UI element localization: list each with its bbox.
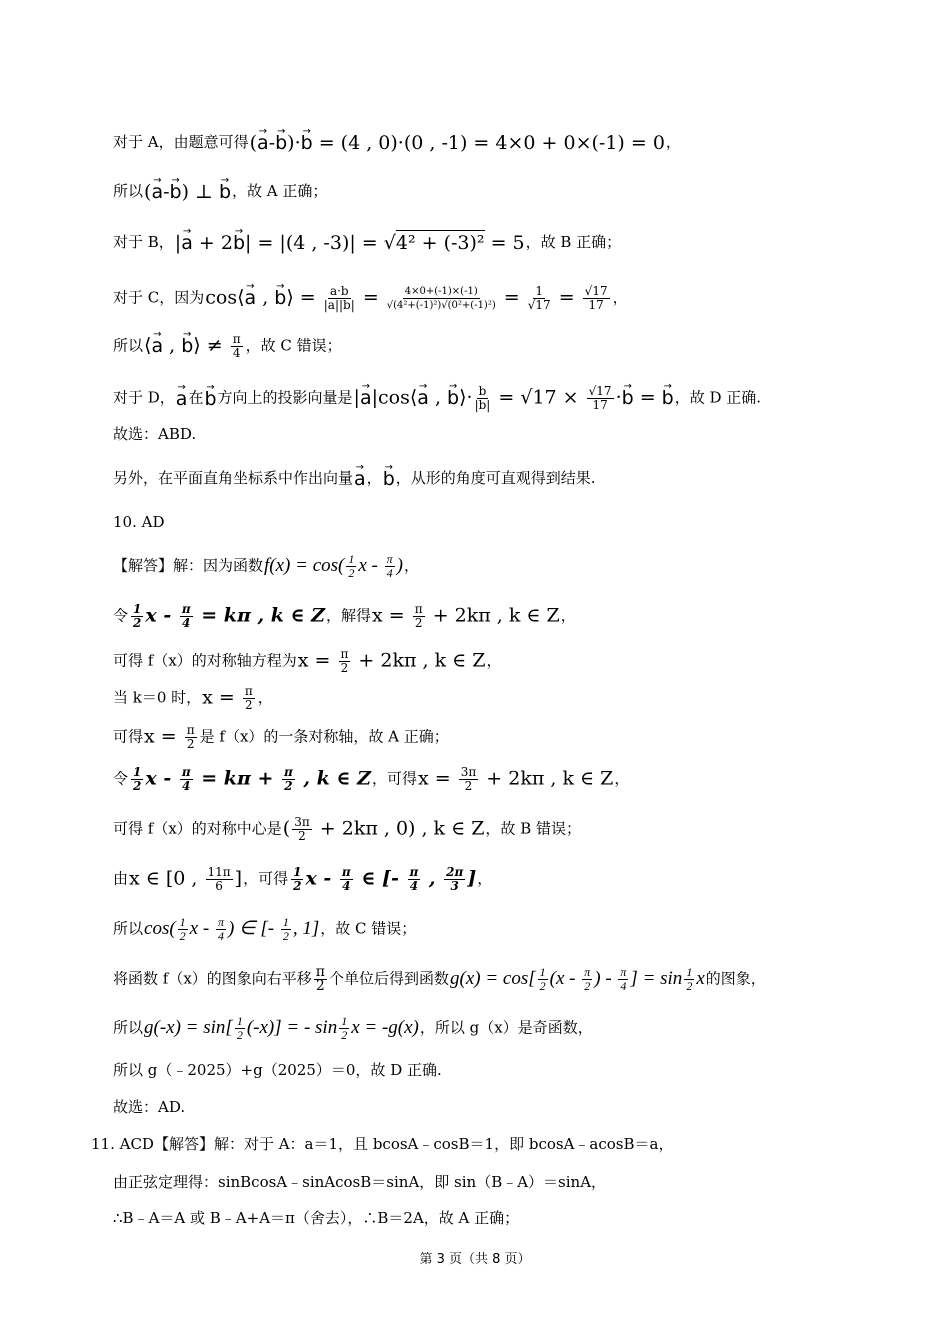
solution-line: 故选：AD.: [113, 1098, 186, 1116]
math-formula: |→ a + 2→ b| = |(4 , -3)| = √4² + (-3)² = 5: [175, 233, 525, 253]
solution-line: 另外，在平面直角坐标系中作出向量→ a，→ b，从形的角度可直观得到结果.: [113, 468, 596, 489]
solution-line: 对于 C，因为cos⟨→ a , → b⟩ = $\frac{a\cdot b}{|a||b|}$ = $\frac{4\times 0+(-1)\times(-1)}{\text{√(4²+(-1)²)√(0²+(-1)²)}}$ = $\frac{1}{√17}$ = $\frac{√17}{17}$ ，: [113, 285, 628, 312]
text: ，: [665, 133, 681, 151]
math-formula: ⟨→ a , → b⟩ ≠ $\frac{\pi}{4}$: [144, 333, 245, 360]
solution-line: 所以(→ a-→ b) ⊥ → b，故 A 正确；: [113, 181, 327, 202]
solution-line: 由正弦定理得：sinBcosA﹣sinAcosB＝sinA，即 sin（B﹣A）＝sinA，: [113, 1173, 607, 1191]
solution-line: 【解答】解：因为函数f(x) = cos( $\frac{1}{2}$ x - $\frac{\pi}{4}$ )，: [113, 552, 419, 580]
solution-line: 当 k＝0 时，x = $\frac{\pi}{2}$ ，: [113, 684, 273, 712]
solution-line: 由x ∈ [0 , $\frac{11\pi}{6}$ ]，可得 $\frac{1}{2}$ x - $\frac{\pi}{4}$ ∈ [- $\frac{\pi}{4}$ , $\frac{2\pi}{3}$ ]，: [113, 865, 493, 893]
math-formula: x = $\frac{\pi}{2}$ + 2kπ , k ∈ Z: [297, 647, 486, 675]
solution-line: 对于 B，|→ a + 2→ b| = |(4 , -3)| = √4² + (-3)² = 5，故 B 正确；: [113, 232, 621, 253]
solution-line: 所以⟨→ a , → b⟩ ≠ $\frac{\pi}{4}$ ，故 C 错误；: [113, 333, 342, 360]
math-formula: cos( $\frac{1}{2}$ x - $\frac{\pi}{4}$ ) ∈ [- $\frac{1}{2}$ , 1]: [144, 915, 320, 943]
page-footer: 第 3 页（共 8 页）: [419, 1252, 531, 1267]
solution-line: 可得x = $\frac{\pi}{2}$ 是 f（x）的一条对称轴，故 A 正确；: [113, 723, 449, 751]
math-formula: x = $\frac{\pi}{2}$: [202, 684, 253, 712]
solution-line: 所以 g（﹣2025）+g（2025）＝0，故 D 正确.: [113, 1061, 442, 1079]
math-formula: g(-x) = sin[ $\frac{1}{2}$ (-x)] = - sin $\frac{1}{2}$ x = -g(x): [144, 1014, 419, 1042]
math-formula: $\frac{1}{2}$ x - $\frac{\pi}{4}$ = kπ + $\frac{\pi}{2}$ , k ∈ Z: [133, 765, 371, 793]
math-formula: f(x) = cos( $\frac{1}{2}$ x - $\frac{\pi}{4}$ ): [264, 552, 403, 580]
solution-line: 令 $\frac{1}{2}$ x - $\frac{\pi}{4}$ = kπ , k ∈ Z，解得x = $\frac{\pi}{2}$ + 2kπ , k ∈ Z，: [113, 602, 576, 630]
solution-line: 对于 D，→ a在→ b方向上的投影向量是|→ a|cos⟨→ a , → b⟩· $\frac{b}{|b|}$ = √17 × $\frac{√17}{17}$ ·→ b = → b，故 D 正确.: [113, 385, 761, 412]
solution-line: 所以g(-x) = sin[ $\frac{1}{2}$ (-x)] = - sin $\frac{1}{2}$ x = -g(x)，所以 g（x）是奇函数，: [113, 1014, 593, 1042]
math-formula: x = $\frac{3\pi}{2}$ + 2kπ , k ∈ Z: [418, 765, 614, 793]
text: 对于 A，由题意可得: [113, 133, 249, 151]
math-formula: (→ a-→ b)·→ b = (4 , 0)·(0 , -1) = 4×0 + 0×(-1) = 0: [250, 133, 665, 153]
solution-line: 将函数 f（x）的图象向右平移 $\frac{\pi}{2}$ 个单位后得到函数g(x) = cos[ $\frac{1}{2}$ (x - $\frac{\pi}{2}$ ) - $\frac{\pi}{4}$ ] = sin $\frac{1}{2}$ x的图象，: [113, 964, 766, 994]
solution-line: 故选：ABD.: [113, 425, 197, 443]
solution-line: 令 $\frac{1}{2}$ x - $\frac{\pi}{4}$ = kπ + $\frac{\pi}{2}$ , k ∈ Z，可得x = $\frac{3\pi}{2}$ + 2kπ , k ∈ Z，: [113, 765, 630, 793]
math-formula: x = $\frac{\pi}{2}$ + 2kπ , k ∈ Z: [372, 602, 560, 630]
solution-line: 可得 f（x）的对称中心是( $\frac{3\pi}{2}$ + 2kπ , 0) , k ∈ Z，故 B 错误；: [113, 815, 581, 843]
math-formula: g(x) = cos[ $\frac{1}{2}$ (x - $\frac{\pi}{2}$ ) - $\frac{\pi}{4}$ ] = sin $\frac{1}{2}$ x: [450, 965, 705, 993]
math-formula: $\frac{1}{2}$ x - $\frac{\pi}{4}$ ∈ [- $\frac{\pi}{4}$ , $\frac{2\pi}{3}$ ]: [293, 865, 477, 893]
math-formula: x ∈ [0 , $\frac{11\pi}{6}$ ]: [129, 865, 243, 893]
math-formula: x = $\frac{\pi}{2}$: [144, 723, 195, 751]
math-formula: |→ a|cos⟨→ a , → b⟩· $\frac{b}{|b|}$ = √17 × $\frac{√17}{17}$ ·→ b = → b: [354, 385, 674, 412]
question-number: 10. AD: [113, 513, 165, 531]
question-number: 11. ACD【解答】解：对于 A：a＝1，且 bcosA﹣cosB＝1，即 bcosA﹣acosB＝a，: [91, 1135, 674, 1153]
solution-line: 可得 f（x）的对称轴方程为x = $\frac{\pi}{2}$ + 2kπ , k ∈ Z，: [113, 647, 502, 675]
math-formula: (→ a-→ b) ⊥ → b: [144, 182, 231, 202]
solution-line: 所以cos( $\frac{1}{2}$ x - $\frac{\pi}{4}$ ) ∈ [- $\frac{1}{2}$ , 1]，故 C 错误；: [113, 915, 417, 943]
solution-line: ∴B﹣A＝A 或 B﹣A+A＝π（舍去），∴B＝2A，故 A 正确；: [113, 1209, 520, 1227]
solution-line: [113, 132, 681, 153]
math-formula: ( $\frac{3\pi}{2}$ + 2kπ , 0) , k ∈ Z: [282, 815, 485, 843]
math-formula: $\frac{1}{2}$ x - $\frac{\pi}{4}$ = kπ , k ∈ Z: [133, 602, 326, 630]
math-formula: cos⟨→ a , → b⟩ = $\frac{a\cdot b}{|a||b|}$ = $\frac{4\times 0+(-1)\times(-1)}{\text{√(4²+(-1)²)√(0²+(-1)²)}}$ = $\frac{1}{√17}$ = $\frac{√17}{17}$: [205, 285, 611, 312]
